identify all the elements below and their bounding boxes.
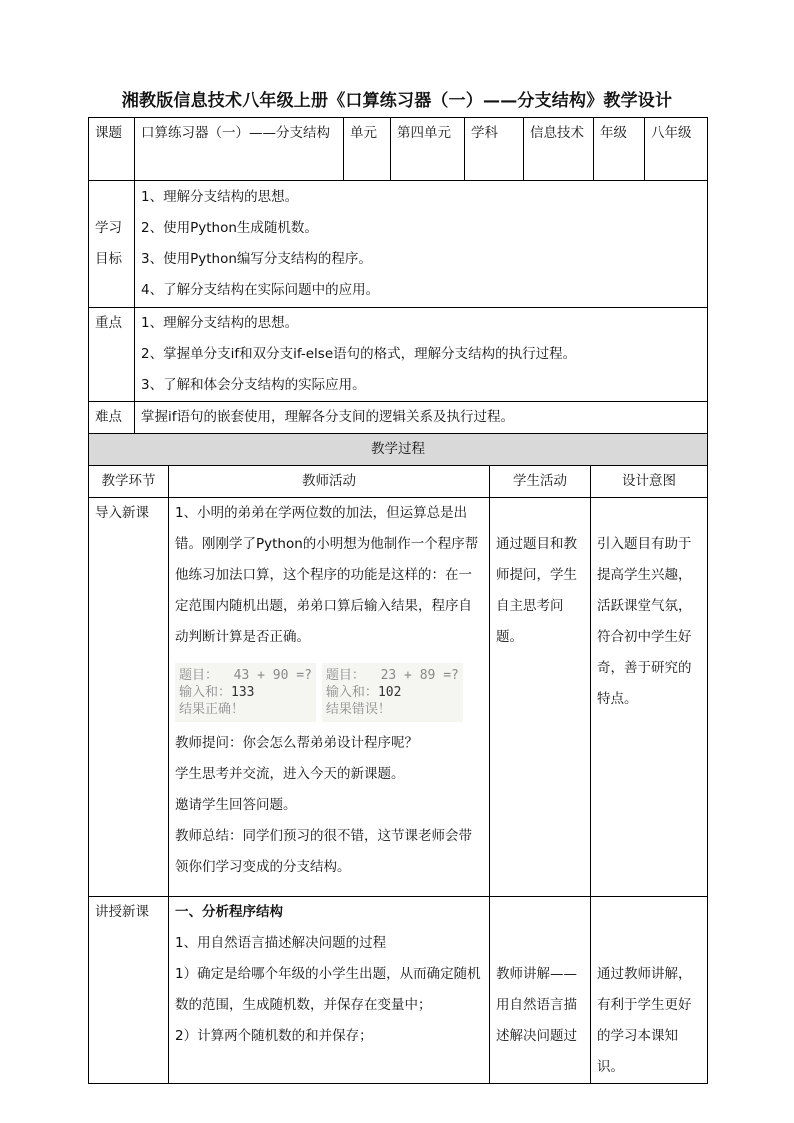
subject-label: 学科 [465,118,524,181]
teacher-line: 教师总结：同学们预习的很不错，这节课老师会带领你们学习变成的分支结构。 [175,828,472,875]
process-header: 教学过程 [89,434,708,466]
teacher-line: 教师提问：你会怎么帮弟弟设计程序呢？ [175,735,418,751]
goal-item: 4、了解分支结构在实际问题中的应用。 [141,282,380,298]
intro-purpose: 引入题目有助于提高学生兴趣，活跃课堂气氛，符合初中学生好奇，善于研究的特点。 [591,498,708,897]
unit-label: 单元 [344,118,391,181]
lecture-line: 1、用自然语言描述解决问题的过程 [175,935,387,951]
topic-value: 口算练习器（一）——分支结构 [135,118,344,181]
example-correct: 题目： 43 + 90 =? 输入和：133 结果正确！ [175,663,316,722]
lecture-stage: 讲授新课 [89,897,169,1084]
example-wrong: 题目： 23 + 89 =? 输入和：102 结果错误！ [322,663,463,722]
unit-value: 第四单元 [391,118,465,181]
keypoints-content [135,308,708,402]
example-screenshots [175,659,483,726]
grade-label: 年级 [594,118,645,181]
column-header-stage: 教学环节 [89,466,169,498]
goal-item: 1、理解分支结构的思想。 [141,189,299,205]
intro-teacher [169,498,490,897]
keypoints-label: 重点 [89,308,135,402]
goal-item: 2、使用Python生成随机数。 [141,220,318,236]
difficulty-content: 掌握if语句的嵌套使用，理解各分支间的逻辑关系及执行过程。 [135,402,708,434]
info-table [88,117,708,434]
lecture-teacher [169,897,490,1084]
intro-stage: 导入新课 [89,498,169,897]
goals-label: 学习 目标 [89,181,135,308]
lecture-purpose: 通过教师讲解，有利于学生更好的学习本课知识。 [591,897,708,1084]
column-header-purpose: 设计意图 [591,466,708,498]
lecture-student: 教师讲解——用自然语言描述解决问题过 [490,897,591,1084]
intro-student: 通过题目和教师提问，学生自主思考问题。 [490,498,591,897]
intro-paragraph: 1、小明的弟弟在学两位数的加法，但运算总是出错。刚刚学了Python的小明想为他制作一个程序帮他练习加法口算，这个程序的功能是这样的：在一定范围内随机出题，弟弟口算后输入结果，程序自动判断计算是否正确。 [175,505,479,645]
subject-value: 信息技术 [524,118,594,181]
document-title: 湘教版信息技术八年级上册《口算练习器（一）——分支结构》教学设计 [121,91,673,111]
column-header-teacher: 教师活动 [169,466,490,498]
grade-value: 八年级 [645,118,708,181]
difficulty-label: 难点 [89,402,135,434]
keypoint-item: 3、了解和体会分支结构的实际应用。 [141,377,366,393]
keypoint-item: 1、理解分支结构的思想。 [141,315,299,331]
process-table [88,433,708,1084]
teacher-line: 邀请学生回答问题。 [175,797,297,813]
lecture-line: 1）确定是给哪个年级的小学生出题，从而确定随机数的范围，生成随机数，并保存在变量中； [175,966,481,1013]
column-header-student: 学生活动 [490,466,591,498]
topic-label: 课题 [89,118,135,181]
lecture-line: 2）计算两个随机数的和并保存； [175,1028,373,1044]
teacher-line: 学生思考并交流，进入今天的新课题。 [175,766,405,782]
goal-item: 3、使用Python编写分支结构的程序。 [141,251,372,267]
lecture-heading: 一、分析程序结构 [175,904,283,920]
keypoint-item: 2、掌握单分支if和双分支if-else语句的格式，理解分支结构的执行过程。 [141,346,577,362]
goals-content [135,181,708,308]
